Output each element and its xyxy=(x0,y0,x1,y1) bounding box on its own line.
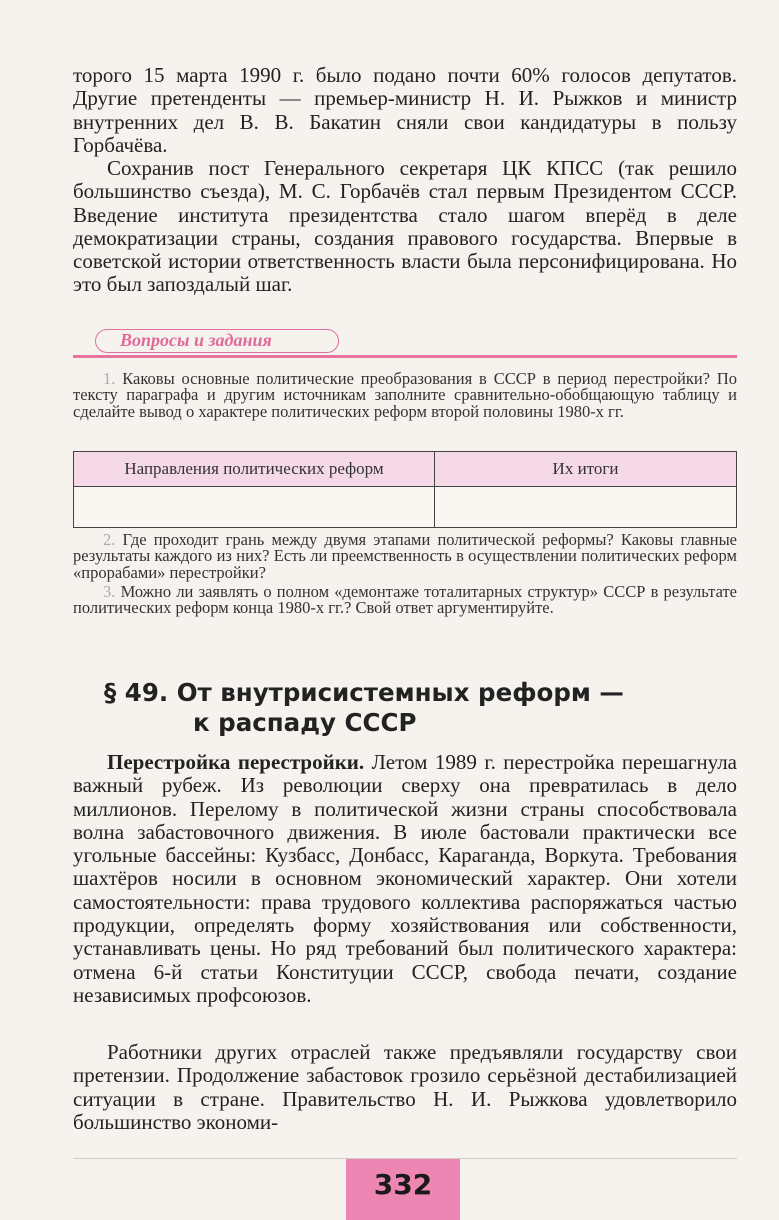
question-3-number: 3. xyxy=(103,582,116,601)
question-2-text: Где проходит грань между двумя этапами политической реформы? Каковы главные результаты каждого из них? Есть ли преемственность в осуществлении политических реформ «прорабами» перестройки? xyxy=(73,530,737,582)
question-3 xyxy=(73,584,737,617)
body-paragraph-1 xyxy=(73,751,737,1007)
top-paragraph-1: торого 15 марта 1990 г. было подано почти 60% голосов депутатов. Другие претенденты — премьер-министр Н. И. Рыжков и министр внутренних дел В. В. Бакатин сняли свои кандидатуры в пользу Горбачёва. xyxy=(73,63,737,157)
table-cell-directions xyxy=(74,487,435,528)
table-empty-row xyxy=(74,487,737,528)
question-1 xyxy=(73,371,737,420)
question-1-number: 1. xyxy=(103,369,116,388)
section-title-line1: § 49. От внутрисистемных реформ — xyxy=(104,678,624,707)
question-2-number: 2. xyxy=(103,530,116,549)
questions-divider xyxy=(73,355,737,358)
table-header-directions: Направления политических реформ xyxy=(74,452,435,487)
section-title xyxy=(104,678,724,738)
questions-header: Вопросы и задания xyxy=(95,329,339,353)
page-number: 332 xyxy=(346,1159,460,1220)
body-paragraph-1-text: Летом 1989 г. перестройка перешагнула важный рубеж. Из революции сверху она превратилась в дело миллионов. Перелому в политической жизни страны способствовала волна забастовочного движения. В июле бастовали практически все угольные бассейны: Кузбасс, Донбасс, Караганда, Воркута. Требования шахтёров носили в основном экономический характер. Они хотели самостоятельности: права трудового коллектива распоряжаться частью продукции, определять форму хозяйствования или собственности, устанавливать цены. Но ряд требований был политического характера: отмена 6-й статьи Конституции СССР, свобода печати, создание независимых профсоюзов. xyxy=(73,750,737,1007)
table-header-row xyxy=(74,452,737,487)
section-title-line2: к распаду СССР xyxy=(193,708,417,737)
subsection-heading: Перестройка перестройки. xyxy=(107,750,365,774)
table-header-results: Их итоги xyxy=(435,452,737,487)
top-paragraph-2: Сохранив пост Генерального секретаря ЦК КПСС (так решило большинство съезда), М. С. Горбачёв стал первым Президентом СССР. Введение института президентства стало шагом вперёд в деле демократизации страны, создания правового государства. Впервые в советской истории ответственность власти была персонифицирована. Но это был запоздалый шаг. xyxy=(73,156,737,297)
question-1-text: Каковы основные политические преобразования в СССР в период перестройки? По тексту параграфа и другим источникам заполните сравнительно-обобщающую таблицу и сделайте вывод о характере политических реформ второй половины 1980-х гг. xyxy=(73,369,738,421)
question-2 xyxy=(73,532,737,581)
table-cell-results xyxy=(435,487,737,528)
reform-table xyxy=(73,451,737,528)
body-paragraph-2: Работники других отраслей также предъявляли государству свои претензии. Продолжение забастовок грозило серьёзной дестабилизацией ситуации в стране. Правительство Н. И. Рыжкова удовлетворило большинство экономи- xyxy=(73,1040,737,1134)
question-3-text: Можно ли заявлять о полном «демонтаже тоталитарных структур» СССР в результате политических реформ конца 1980-х гг.? Свой ответ аргументируйте. xyxy=(73,582,737,618)
